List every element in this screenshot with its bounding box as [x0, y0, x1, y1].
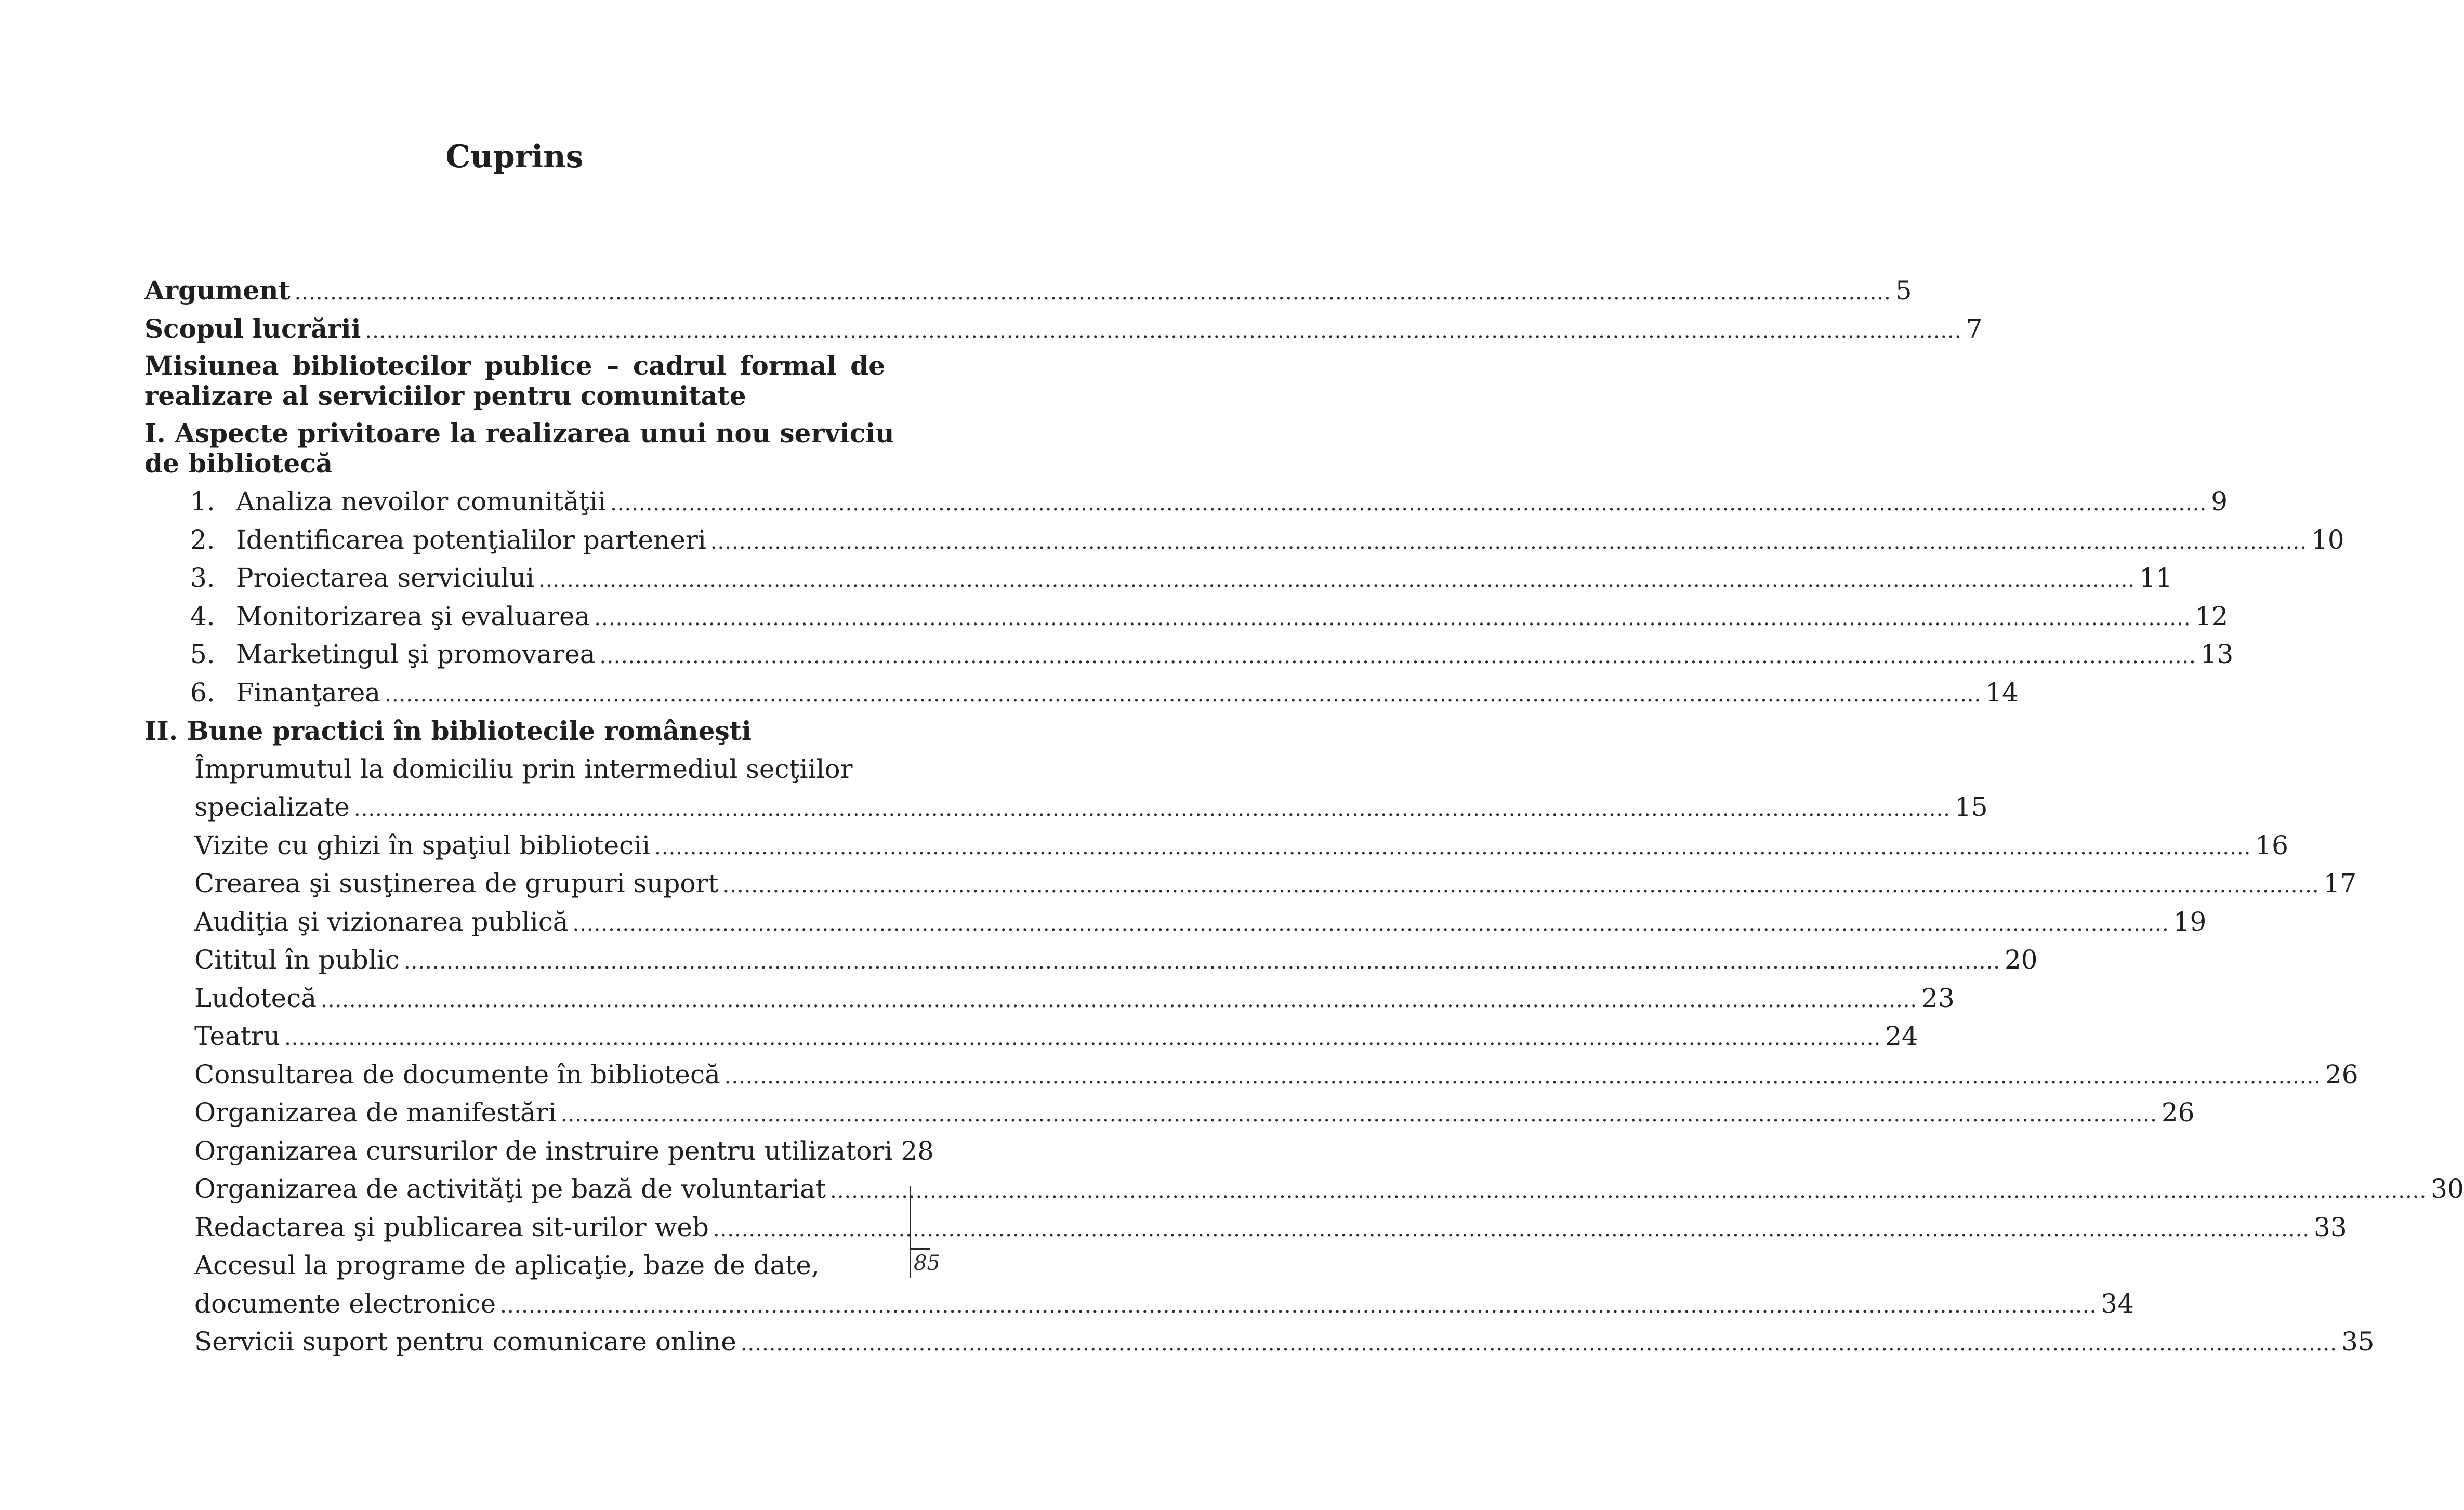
toc-entry-label: documente electronice [194, 1288, 496, 1319]
page-number: 85 [914, 1251, 940, 1275]
toc-page-number: 33 [2314, 1212, 2347, 1242]
toc-page-number: 28 [901, 1135, 934, 1166]
toc-entry-label: Proiectarea serviciului [236, 563, 535, 593]
margin-tick [910, 1248, 930, 1250]
toc-entry-activitati-de-voluntariat[interactable] [144, 1170, 2464, 1209]
toc-page-number: 11 [2139, 563, 2172, 593]
toc-item-number: 1. [190, 486, 215, 516]
dot-leader [600, 638, 2196, 676]
toc-entry-label: Crearea şi susţinerea de grupuri suport [194, 868, 719, 898]
toc-entry-identificarea-partenerilor[interactable] [144, 521, 2344, 560]
dot-leader [654, 829, 2251, 867]
toc-entry-consultarea-de-documente[interactable] [144, 1056, 2358, 1094]
dot-leader [321, 982, 1917, 1020]
toc-entry-scopul-lucrarii[interactable] [144, 310, 1983, 348]
toc-heading-section-1[interactable] [144, 415, 894, 483]
toc-entry-ludoteca[interactable] [144, 979, 1955, 1018]
toc-heading-misiunea[interactable] [144, 348, 885, 415]
heading-word: formal [740, 350, 837, 381]
toc-entry-label: Împrumutul la domiciliu prin intermediul secţiilor [194, 753, 853, 784]
heading-word: de [850, 350, 885, 381]
toc-entry-label: Scopul lucrării [144, 313, 361, 344]
toc-entry-label: Redactarea şi publicarea sit-urilor web [194, 1212, 709, 1242]
dot-leader [713, 1211, 2310, 1249]
toc-page-number: 23 [1921, 983, 1955, 1013]
dot-leader [561, 1096, 2157, 1134]
toc-page-number: 26 [2161, 1097, 2195, 1128]
heading-word: publice [485, 350, 592, 381]
toc-page-number: 5 [1895, 275, 1912, 306]
dot-leader [710, 523, 2307, 562]
page-title: Cuprins [445, 139, 584, 175]
toc-page-number: 26 [2325, 1059, 2358, 1090]
toc-item-number: 2. [190, 524, 215, 555]
dot-leader [385, 676, 1981, 714]
toc-page-number: 12 [2195, 601, 2229, 631]
toc-entry-servicii-suport[interactable] [144, 1323, 2375, 1361]
toc-entry-label: Monitorizarea şi evaluarea [236, 601, 590, 631]
toc-entry-label: specializate [194, 792, 350, 822]
toc-entry-marketingul[interactable] [144, 635, 2234, 674]
toc-entry-accesul-line-2[interactable] [144, 1285, 2134, 1323]
toc-entry-proiectarea-serviciului[interactable] [144, 559, 2172, 598]
toc-entry-label: Organizarea de activităţi pe bază de voluntariat [194, 1174, 826, 1204]
toc-entry-teatru[interactable] [144, 1017, 1918, 1056]
dot-leader [741, 1325, 2337, 1363]
toc-heading-section-2[interactable] [144, 712, 885, 750]
heading-word: – [606, 350, 620, 381]
dot-leader [830, 1172, 2427, 1211]
toc-entry-label: Organizarea de manifestări [194, 1097, 557, 1128]
dot-leader [404, 943, 2000, 982]
margin-rule [910, 1186, 911, 1278]
toc-page-number: 9 [2211, 486, 2228, 516]
dot-leader [500, 1287, 2097, 1326]
toc-page-number: 24 [1885, 1021, 1918, 1051]
heading-line-2: de bibliotecă [144, 448, 333, 479]
toc-entry-label: Vizite cu ghizi în spaţiul bibliotecii [194, 830, 651, 860]
toc-entry-auditia-si-vizionarea[interactable] [144, 903, 2207, 942]
toc-entry-monitorizarea[interactable] [144, 598, 2229, 636]
toc-page-number: 17 [2323, 868, 2357, 898]
toc-entry-label: Marketingul şi promovarea [236, 639, 596, 669]
dot-leader [573, 905, 2169, 944]
toc-entry-label: Cititul în public [194, 945, 400, 975]
toc-entry-label: Finanţarea [236, 677, 381, 708]
toc-entry-cititul-in-public[interactable] [144, 941, 2038, 979]
toc-item-number: 3. [190, 563, 215, 593]
dot-leader [284, 1019, 1881, 1058]
toc-entry-accesul-line-1[interactable] [144, 1247, 885, 1285]
toc-entry-label: Ludotecă [194, 983, 317, 1013]
heading-line-1 [144, 351, 885, 381]
dot-leader [594, 600, 2191, 638]
toc-entry-label: II. Bune practici în bibliotecile româneşti [144, 716, 752, 746]
toc-entry-label: Argument [144, 275, 291, 306]
toc-page-number: 15 [1955, 792, 1988, 822]
heading-line-2: realizare al serviciilor pentru comunitate [144, 380, 746, 411]
dot-leader [610, 485, 2207, 523]
toc-entry-imprumutul-line-1[interactable] [144, 750, 885, 789]
dot-leader [722, 867, 2319, 905]
toc-page-number: 14 [1985, 677, 2019, 708]
toc-page-number: 10 [2311, 524, 2344, 555]
toc-entry-finantarea[interactable] [144, 674, 2019, 712]
dot-leader [354, 790, 1951, 829]
toc-page-number: 16 [2255, 830, 2288, 860]
heading-line-1: I. Aspecte privitoare la realizarea unui nou serviciu [144, 418, 894, 448]
toc-entry-vizite-cu-ghizi[interactable] [144, 827, 2288, 865]
toc-entry-label: Accesul la programe de aplicaţie, baze de date, [194, 1250, 820, 1280]
toc-entry-label: Servicii suport pentru comunicare online [194, 1327, 736, 1357]
toc-item-number: 5. [190, 639, 215, 669]
toc-entry-organizarea-de-manifestari[interactable] [144, 1094, 2195, 1132]
toc-page-number: 13 [2200, 639, 2234, 669]
dot-leader [538, 561, 2135, 600]
dot-leader [365, 312, 1961, 351]
toc-entry-imprumutul-line-2[interactable] [144, 788, 1988, 827]
toc-entry-label: Analiza nevoilor comunităţii [236, 486, 607, 516]
toc-entry-grupuri-suport[interactable] [144, 865, 2357, 903]
heading-word: cadrul [633, 350, 727, 381]
toc-entry-label: Teatru [194, 1021, 281, 1051]
heading-word: bibliotecilor [293, 350, 471, 381]
toc-entry-label: Organizarea cursurilor de instruire pentru utilizatori [194, 1135, 893, 1166]
toc-page-number: 19 [2173, 906, 2207, 937]
toc-page-number: 35 [2341, 1327, 2375, 1357]
toc-entry-argument[interactable] [144, 271, 1912, 310]
toc-item-number: 6. [190, 677, 215, 708]
toc-entry-label: Audiţia şi vizionarea publică [194, 906, 569, 937]
toc-page-number: 34 [2101, 1288, 2134, 1319]
dot-leader [295, 274, 1891, 312]
toc-page-number: 20 [2004, 945, 2038, 975]
toc-item-number: 4. [190, 601, 215, 631]
heading-word: Misiunea [144, 350, 279, 381]
toc-entry-label: Identificarea potenţialilor parteneri [236, 524, 706, 555]
toc-entry-situri-web[interactable] [144, 1209, 2347, 1247]
toc-entry-organizarea-cursurilor[interactable] [144, 1132, 934, 1171]
dot-leader [724, 1058, 2321, 1096]
toc-entry-analiza-nevoilor[interactable] [144, 483, 2228, 521]
toc-page-number: 7 [1966, 313, 1983, 344]
toc-page-number: 30 [2431, 1174, 2464, 1204]
toc-entry-label: Consultarea de documente în bibliotecă [194, 1059, 720, 1090]
